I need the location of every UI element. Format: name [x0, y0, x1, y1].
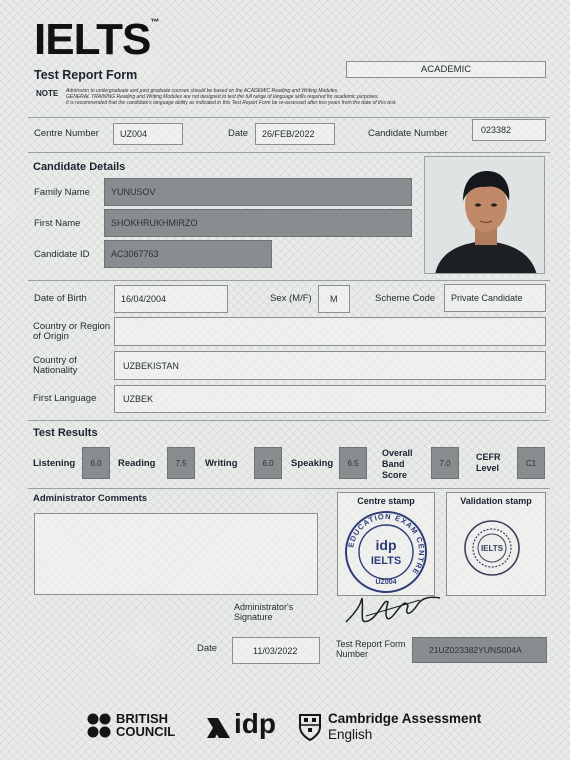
british-council-logo: BRITISH COUNCIL	[86, 711, 192, 743]
first-language-label: First Language	[33, 393, 97, 404]
reading-label: Reading	[118, 458, 156, 469]
reading-score: 7.5	[167, 447, 195, 479]
origin-label: Country or Region of Origin	[33, 321, 111, 343]
admin-comments-label: Administrator Comments	[33, 493, 148, 504]
admin-comments-box	[34, 513, 318, 595]
writing-label: Writing	[205, 458, 238, 469]
writing-score: 6.0	[254, 447, 282, 479]
idp-logo: idp	[204, 708, 284, 744]
nationality-label: Country of Nationality	[33, 355, 78, 377]
overall-band-label: Overall Band Score	[382, 448, 413, 480]
signature	[340, 586, 450, 634]
cefr-level-score: C1	[517, 447, 545, 479]
scheme-code-label: Scheme Code	[375, 293, 436, 304]
listening-label: Listening	[33, 458, 76, 469]
dob-label: Date of Birth	[34, 293, 87, 304]
note-label: NOTE	[36, 89, 59, 98]
speaking-label: Speaking	[291, 458, 334, 469]
listening-score: 6.0	[82, 447, 110, 479]
family-name-field: YUNUSOV	[104, 178, 412, 206]
date-label: Date	[228, 128, 249, 139]
candidate-id-field: AC3067763	[104, 240, 272, 268]
signature-label: Administrator's Signature	[234, 602, 294, 622]
candidate-details-title: Candidate Details	[33, 161, 126, 173]
nationality-field: UZBEKISTAN	[114, 351, 546, 380]
centre-stamp	[342, 508, 430, 596]
stamp-ring-text: EDUCATION EXAM CENTRE	[346, 511, 427, 577]
origin-field	[114, 317, 546, 346]
validation-stamp	[463, 519, 521, 577]
centre-number-field: UZ004	[113, 123, 183, 145]
candidate-photo	[424, 156, 545, 274]
scheme-code-field: Private Candidate	[444, 284, 546, 312]
module-box: ACADEMIC	[346, 61, 546, 78]
ielts-logo: IELTS™	[34, 15, 159, 64]
candidate-id-label: Candidate ID	[34, 249, 90, 260]
admin-date-field: 11/03/2022	[232, 637, 320, 664]
form-title: Test Report Form	[34, 68, 138, 82]
first-name-label: First Name	[34, 218, 81, 229]
stamp-code: UZ004	[375, 579, 397, 586]
validation-stamp-ielts: IELTS	[480, 544, 504, 553]
overall-band-score: 7.0	[431, 447, 459, 479]
stamp-ielts: IELTS	[370, 555, 402, 567]
test-results-title: Test Results	[33, 427, 98, 439]
trf-number-field: 21UZ023382YUNS004A	[412, 637, 547, 663]
admin-date-label: Date	[197, 643, 218, 654]
validation-stamp-box: Validation stamp	[446, 492, 546, 596]
candidate-number-field: 023382	[472, 119, 546, 141]
sex-label: Sex (M/F)	[270, 293, 312, 304]
note-text: Admission to undergraduate and post graduate courses should be based on the ACADEMIC Reading and Writing Modules. GENERAL TRAINING Reading and Writing Modules are not designed to test the full range of language skills required for academic purposes. It is recommended that the candidate's language ability as indicated in this Test Report Form be re-assessed after two years from the date of this test.	[66, 88, 397, 107]
cefr-level-label: CEFR Level	[476, 452, 501, 473]
cambridge-assessment-logo: Cambridge Assessment English	[298, 710, 488, 746]
centre-number-label: Centre Number	[34, 128, 99, 139]
speaking-score: 6.5	[339, 447, 367, 479]
first-name-field: SHOKHRUKHMIRZO	[104, 209, 412, 237]
first-language-field: UZBEK	[114, 385, 546, 413]
candidate-number-label: Candidate Number	[368, 128, 448, 139]
stamp-idp: idp	[375, 537, 397, 553]
dob-field: 16/04/2004	[114, 285, 228, 313]
centre-stamp-box: Centre stamp	[337, 492, 435, 596]
test-date-field: 26/FEB/2022	[255, 123, 335, 145]
sex-field: M	[318, 285, 350, 313]
family-name-label: Family Name	[34, 187, 90, 198]
trf-number-label: Test Report Form Number	[336, 639, 406, 659]
